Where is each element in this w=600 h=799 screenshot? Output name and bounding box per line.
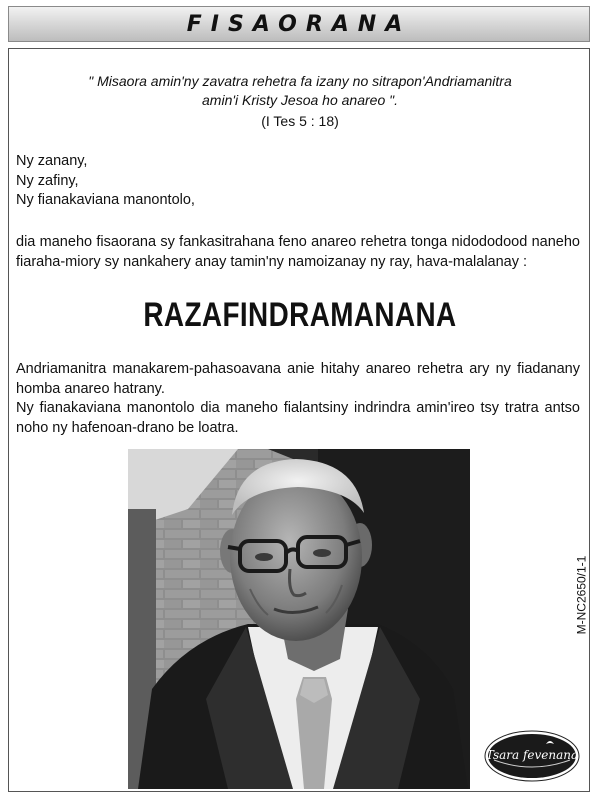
salutation-line: Ny zafiny, [16, 172, 79, 189]
closing-text [16, 360, 580, 438]
intro-paragraph: dia maneho fisaorana sy fankasitrahana feno anareo rehetra tonga nidododood naneho fiaraha-miory sy nankahery anay tamin'ny namoizanay ny ray, hava-malalanay : [16, 234, 580, 270]
page-header [8, 6, 590, 42]
salutation [16, 152, 580, 211]
closing-paragraph-2: Ny fianakaviana manontolo dia maneho fialantsiny indrindra amin'ireo tsy tratra antso noho ny hafenoan-drano be loatra. [16, 400, 580, 436]
logo-text: Tsara fevenana [485, 748, 579, 762]
funeral-logo [484, 730, 580, 782]
salutation-line: Ny zanany, [16, 153, 88, 169]
ad-reference-code [571, 545, 591, 645]
quote-line-2: amin'i Kristy Jesoa ho anareo ". [202, 92, 398, 108]
quote-line-1: " Misaora amin'ny zavatra rehetra fa izany no sitrapon'Andriamanitra [88, 73, 512, 89]
scripture-reference: (I Tes 5 : 18) [261, 113, 339, 129]
salutation-line: Ny fianakaviana manontolo, [16, 192, 195, 208]
portrait-photo [128, 449, 470, 789]
deceased-name: RAZAFINDRAMANANA [143, 296, 457, 334]
ad-reference-code-text: M-NC2650/1-1 [574, 555, 589, 635]
header-title: FISAORANA [186, 11, 412, 37]
closing-paragraph-1: Andriamanitra manakarem-pahasoavana anie hitahy anareo rehetra ary ny fiadanany homba anareo hatrany. [16, 361, 580, 397]
scripture-quote [30, 72, 570, 110]
